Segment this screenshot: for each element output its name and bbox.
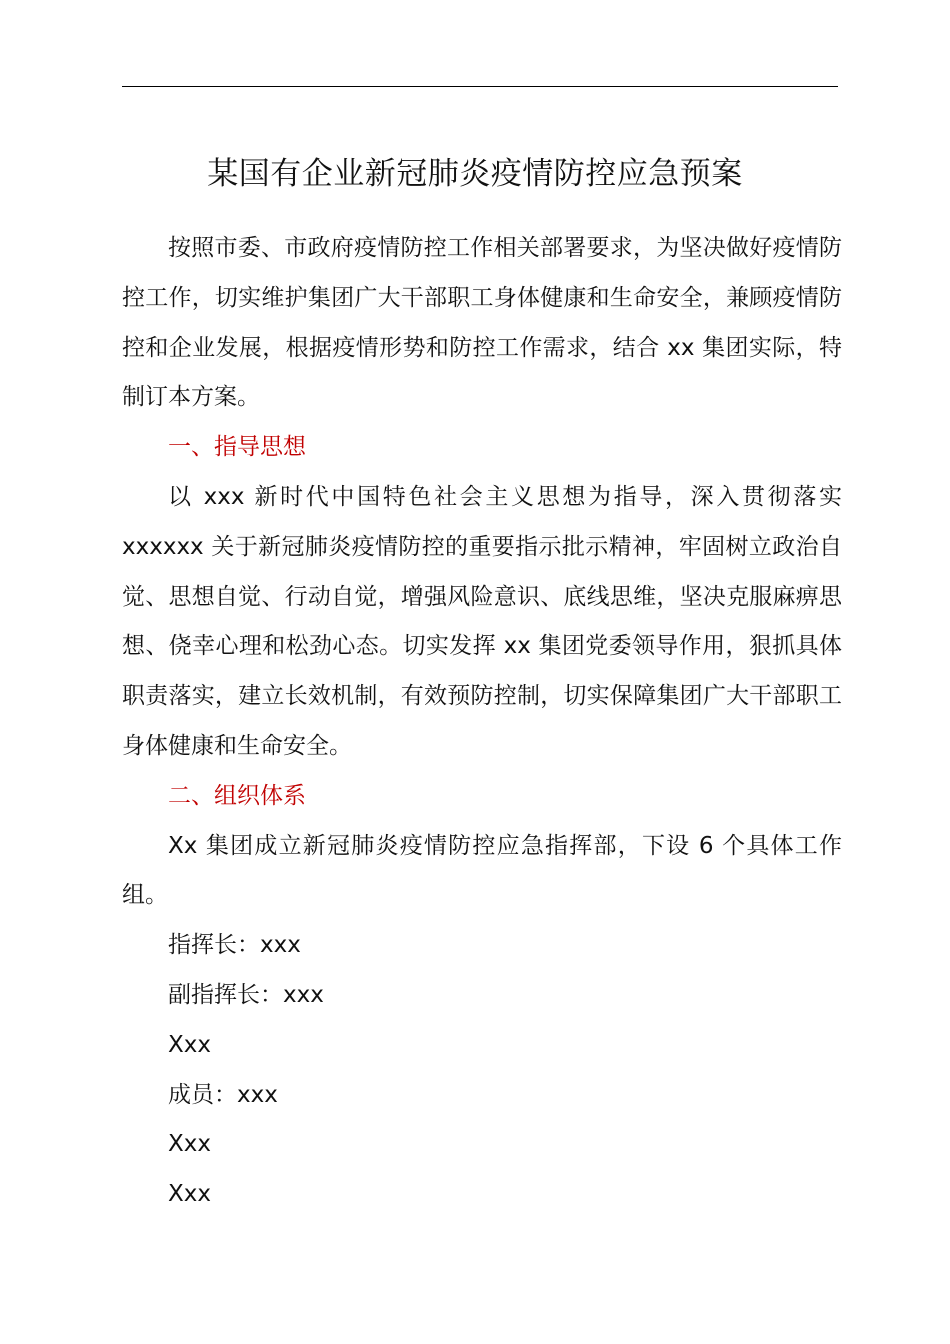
roster-members: 成员：xxx — [168, 1081, 278, 1108]
section-heading-guiding-ideology: 一、指导思想 — [168, 434, 306, 461]
document-body — [122, 224, 842, 1220]
section-heading-organization: 二、组织体系 — [168, 782, 306, 809]
roster-deputy-commander: 副指挥长：xxx — [168, 981, 324, 1008]
roster-item: Xxx — [168, 1031, 211, 1058]
roster-item: Xxx — [168, 1131, 211, 1158]
document-title: 某国有企业新冠肺炎疫情防控应急预案 — [207, 156, 743, 192]
organization-paragraph: Xx 集团成立新冠肺炎疫情防控应急指挥部，下设 6 个具体工作组。 — [122, 832, 842, 909]
guiding-ideology-paragraph: 以 xxx 新时代中国特色社会主义思想为指导，深入贯彻落实 xxxxxx 关于新冠肺炎疫情防控的重要指示批示精神，牢固树立政治自觉、思想自觉、行动自觉，增强风险意识、底线思维，坚决克服麻痹思想、侥幸心理和松劲心态。切实发挥 xx 集团党委领导作用，狠抓具体职责落实，建立长效机制，有效预防控制，切实保障集团广大干部职工身体健康和生命安全。 — [122, 483, 842, 759]
roster-commander: 指挥长：xxx — [168, 932, 301, 959]
header-rule — [122, 86, 838, 87]
roster-item: Xxx — [168, 1181, 211, 1208]
intro-paragraph: 按照市委、市政府疫情防控工作相关部署要求，为坚决做好疫情防控工作，切实维护集团广大干部职工身体健康和生命安全，兼顾疫情防控和企业发展，根据疫情形势和防控工作需求，结合 xx 集团实际，特制订本方案。 — [122, 235, 842, 411]
